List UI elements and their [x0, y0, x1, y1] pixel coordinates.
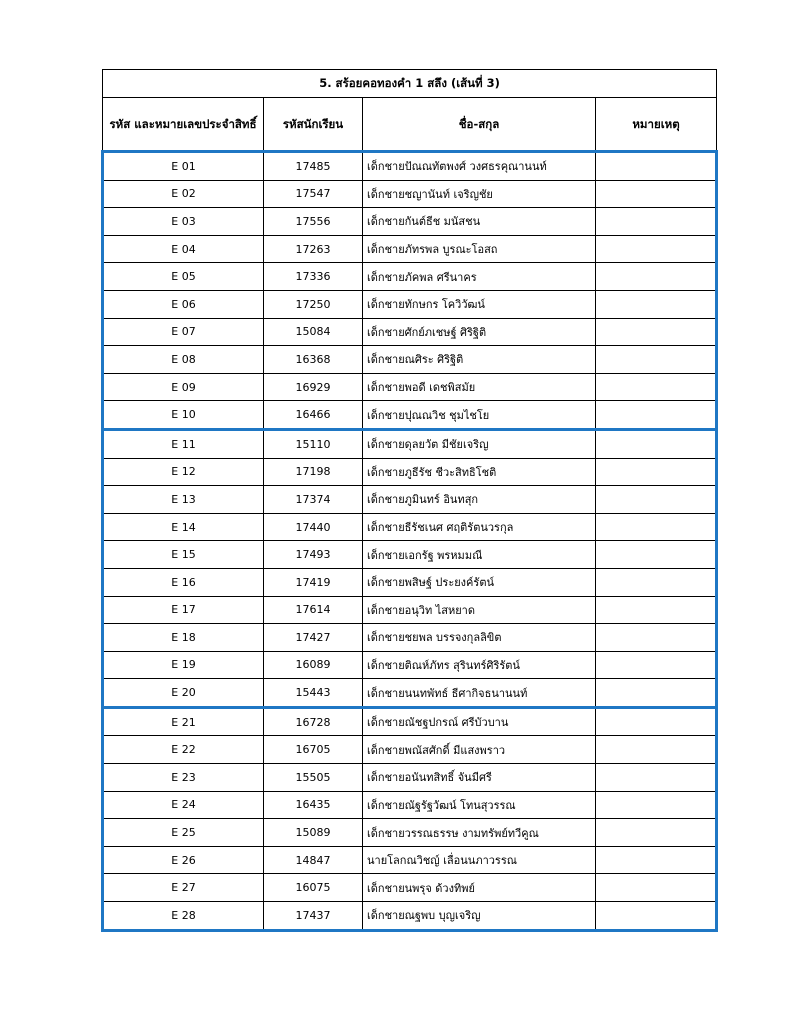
- cell-name: เด็กชายติณห์ภัทร สุรินทร์ศิริรัตน์: [363, 651, 596, 679]
- cell-name: เด็กชายเอกรัฐ พรหมมณี: [363, 541, 596, 569]
- cell-note: [596, 180, 717, 208]
- header-code: รหัส และหมายเลขประจำสิทธิ์: [103, 98, 264, 152]
- cell-student-id: 17336: [264, 263, 363, 291]
- cell-name: เด็กชายภูธีรัช ชีวะสิทธิโชติ: [363, 458, 596, 486]
- table-row: [103, 290, 717, 318]
- cell-name: เด็กชายภัทรพล บูรณะโอสถ: [363, 235, 596, 263]
- cell-code: E 14: [103, 513, 264, 541]
- cell-code: E 05: [103, 263, 264, 291]
- header-name: ชื่อ-สกุล: [363, 98, 596, 152]
- table-row: [103, 458, 717, 486]
- cell-name: เด็กชายชยพล บรรจงกุลลิขิต: [363, 624, 596, 652]
- cell-note: [596, 679, 717, 708]
- cell-note: [596, 791, 717, 819]
- table-row: [103, 679, 717, 708]
- table-row: [103, 846, 717, 874]
- cell-code: E 11: [103, 429, 264, 458]
- cell-note: [596, 263, 717, 291]
- cell-student-id: 16466: [264, 401, 363, 430]
- cell-code: E 17: [103, 596, 264, 624]
- cell-name: เด็กชายปุณณวิช ชุมไชโย: [363, 401, 596, 430]
- cell-note: [596, 208, 717, 236]
- cell-student-id: 17547: [264, 180, 363, 208]
- cell-name: เด็กชายปัณณทัตพงศ์ วงศธรคุณานนท์: [363, 152, 596, 181]
- table-row: [103, 401, 717, 430]
- cell-code: E 13: [103, 486, 264, 514]
- cell-code: E 21: [103, 707, 264, 736]
- table-row: [103, 346, 717, 374]
- table-row: [103, 874, 717, 902]
- cell-code: E 18: [103, 624, 264, 652]
- cell-note: [596, 596, 717, 624]
- cell-name: เด็กชายพสิษฐ์ ประยงค์รัตน์: [363, 568, 596, 596]
- cell-code: E 01: [103, 152, 264, 181]
- table-row: [103, 651, 717, 679]
- cell-note: [596, 346, 717, 374]
- cell-name: เด็กชายณัชฐปกรณ์ ศรีบัวบาน: [363, 707, 596, 736]
- table-row: [103, 736, 717, 764]
- cell-code: E 10: [103, 401, 264, 430]
- cell-student-id: 15505: [264, 764, 363, 792]
- table-row: [103, 180, 717, 208]
- cell-student-id: 15443: [264, 679, 363, 708]
- table-row: [103, 263, 717, 291]
- cell-code: E 08: [103, 346, 264, 374]
- cell-note: [596, 764, 717, 792]
- header-note: หมายเหตุ: [596, 98, 717, 152]
- cell-code: E 19: [103, 651, 264, 679]
- cell-name: เด็กชายวรรณธรรษ งามทรัพย์ทวีคูณ: [363, 819, 596, 847]
- cell-code: E 22: [103, 736, 264, 764]
- cell-student-id: 17556: [264, 208, 363, 236]
- cell-student-id: 16368: [264, 346, 363, 374]
- cell-code: E 28: [103, 902, 264, 931]
- cell-note: [596, 707, 717, 736]
- table-row: [103, 429, 717, 458]
- cell-name: เด็กชายกันต์ธีช มนัสชน: [363, 208, 596, 236]
- cell-note: [596, 874, 717, 902]
- table-header-row: [103, 98, 717, 152]
- cell-note: [596, 624, 717, 652]
- cell-student-id: 17614: [264, 596, 363, 624]
- cell-name: เด็กชายณฐพบ บุญเจริญ: [363, 902, 596, 931]
- cell-name: เด็กชายอนุวิท ไสหยาด: [363, 596, 596, 624]
- table-body: [103, 152, 717, 931]
- cell-code: E 09: [103, 373, 264, 401]
- cell-code: E 26: [103, 846, 264, 874]
- cell-code: E 24: [103, 791, 264, 819]
- cell-student-id: 17250: [264, 290, 363, 318]
- cell-code: E 25: [103, 819, 264, 847]
- cell-student-id: 17198: [264, 458, 363, 486]
- winners-table: [101, 69, 718, 932]
- cell-code: E 07: [103, 318, 264, 346]
- cell-name: เด็กชายอนันทสิทธิ์ จันมีศรี: [363, 764, 596, 792]
- cell-code: E 03: [103, 208, 264, 236]
- cell-name: เด็กชายพณัสศักดิ์ มีแสงพราว: [363, 736, 596, 764]
- cell-student-id: 16089: [264, 651, 363, 679]
- cell-name: เด็กชายธีรัชเนศ ศฤติรัตนวรกุล: [363, 513, 596, 541]
- cell-student-id: 16728: [264, 707, 363, 736]
- cell-name: เด็กชายนพรุจ ด้วงทิพย์: [363, 874, 596, 902]
- cell-note: [596, 541, 717, 569]
- cell-code: E 23: [103, 764, 264, 792]
- cell-student-id: 17440: [264, 513, 363, 541]
- table-row: [103, 624, 717, 652]
- cell-note: [596, 513, 717, 541]
- cell-code: E 12: [103, 458, 264, 486]
- cell-note: [596, 429, 717, 458]
- cell-note: [596, 902, 717, 931]
- table-row: [103, 373, 717, 401]
- cell-code: E 02: [103, 180, 264, 208]
- cell-code: E 16: [103, 568, 264, 596]
- table-row: [103, 152, 717, 181]
- cell-note: [596, 846, 717, 874]
- cell-student-id: 14847: [264, 846, 363, 874]
- cell-note: [596, 819, 717, 847]
- cell-note: [596, 458, 717, 486]
- table-row: [103, 318, 717, 346]
- cell-student-id: 17427: [264, 624, 363, 652]
- cell-note: [596, 401, 717, 430]
- cell-code: E 06: [103, 290, 264, 318]
- cell-student-id: 17485: [264, 152, 363, 181]
- table-row: [103, 902, 717, 931]
- table-row: [103, 208, 717, 236]
- table-row: [103, 486, 717, 514]
- cell-note: [596, 152, 717, 181]
- cell-student-id: 16435: [264, 791, 363, 819]
- cell-student-id: 16929: [264, 373, 363, 401]
- cell-student-id: 15084: [264, 318, 363, 346]
- table-row: [103, 235, 717, 263]
- cell-student-id: 16705: [264, 736, 363, 764]
- cell-name: เด็กชายภูมินทร์ อินทสุก: [363, 486, 596, 514]
- header-student-id: รหัสนักเรียน: [264, 98, 363, 152]
- cell-name: เด็กชายทักษกร โควิวัฒน์: [363, 290, 596, 318]
- cell-name: เด็กชายณัฐรัฐวัฒน์ โทนสุวรรณ: [363, 791, 596, 819]
- table-title-row: [103, 70, 717, 98]
- cell-code: E 27: [103, 874, 264, 902]
- cell-code: E 20: [103, 679, 264, 708]
- cell-student-id: 17437: [264, 902, 363, 931]
- table-row: [103, 596, 717, 624]
- table-row: [103, 568, 717, 596]
- cell-name: เด็กชายศักย์ภเชษฐ์ ศิริฐิติ: [363, 318, 596, 346]
- cell-student-id: 16075: [264, 874, 363, 902]
- cell-student-id: 15089: [264, 819, 363, 847]
- cell-code: E 15: [103, 541, 264, 569]
- table-row: [103, 791, 717, 819]
- table-row: [103, 513, 717, 541]
- cell-student-id: 17374: [264, 486, 363, 514]
- cell-name: เด็กชายณศิระ ศิริฐิติ: [363, 346, 596, 374]
- cell-note: [596, 235, 717, 263]
- cell-student-id: 17493: [264, 541, 363, 569]
- table-title: 5. สร้อยคอทองคำ 1 สลึง (เส้นที่ 3): [103, 70, 717, 98]
- cell-name: เด็กชายนนทพัทธ์ ธีศากิจธนานนท์: [363, 679, 596, 708]
- cell-student-id: 17419: [264, 568, 363, 596]
- table-row: [103, 764, 717, 792]
- cell-code: E 04: [103, 235, 264, 263]
- table-row: [103, 819, 717, 847]
- cell-note: [596, 736, 717, 764]
- cell-student-id: 15110: [264, 429, 363, 458]
- cell-name: เด็กชายภัคพล ศรีนาคร: [363, 263, 596, 291]
- cell-note: [596, 290, 717, 318]
- cell-note: [596, 568, 717, 596]
- cell-name: เด็กชายพอดี เดชพิสมัย: [363, 373, 596, 401]
- table-row: [103, 707, 717, 736]
- cell-name: เด็กชายดุลยวัต มีชัยเจริญ: [363, 429, 596, 458]
- document-page: [101, 69, 715, 932]
- cell-note: [596, 651, 717, 679]
- table-row: [103, 541, 717, 569]
- cell-note: [596, 486, 717, 514]
- cell-note: [596, 373, 717, 401]
- cell-student-id: 17263: [264, 235, 363, 263]
- cell-note: [596, 318, 717, 346]
- cell-name: เด็กชายชญานันท์ เจริญชัย: [363, 180, 596, 208]
- cell-name: นายโลกณวิชญ์ เลื่อนนภาวรรณ: [363, 846, 596, 874]
